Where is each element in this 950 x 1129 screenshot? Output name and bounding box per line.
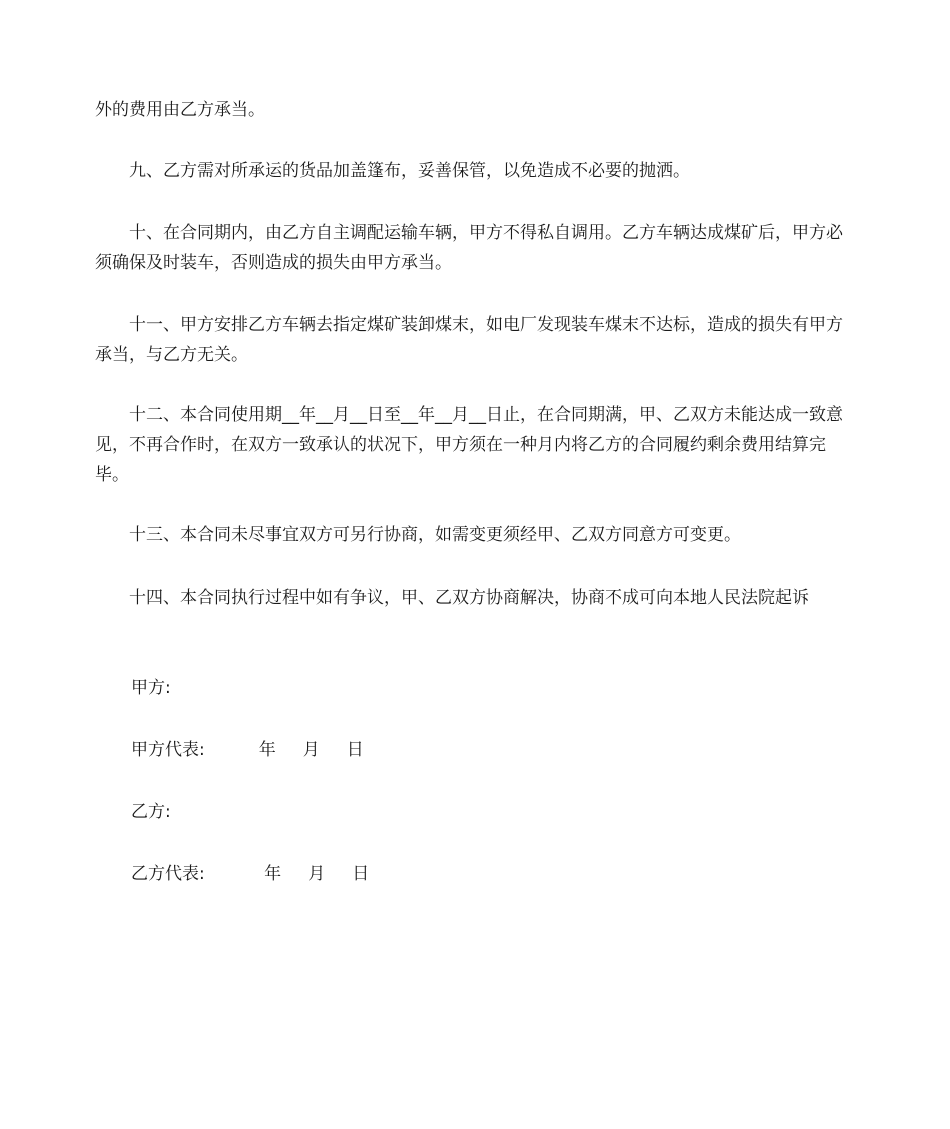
paragraph-13: 十三、本合同未尽事宜双方可另行协商，如需变更须经甲、乙双方同意方可变更。 xyxy=(95,525,741,545)
party-a-representative-line: 甲方代表: 年 月 日 xyxy=(131,740,364,760)
party-b-representative-line: 乙方代表: 年 月 日 xyxy=(131,864,370,884)
paragraph-11: 十一、甲方安排乙方车辆去指定煤矿装卸煤末，如电厂发现装车煤末不达标，造成的损失有甲方承当，与乙方无关。 xyxy=(95,315,843,365)
party-a-label: 甲方: xyxy=(131,678,171,698)
paragraph-8-continuation: 外的费用由乙方承当。 xyxy=(95,100,265,120)
party-b-label: 乙方: xyxy=(131,802,171,822)
paragraph-12: 十二、本合同使用期__年__月__日至__年__月__日止，在合同期满，甲、乙双方未能达成一致意见，不再合作时，在双方一致承认的状况下，甲方须在一种月内将乙方的合同履约剩余费用结算完毕。 xyxy=(95,405,843,485)
paragraph-10: 十、在合同期内，由乙方自主调配运输车辆，甲方不得私自调用。乙方车辆达成煤矿后，甲方必须确保及时装车，否则造成的损失由甲方承当。 xyxy=(95,223,843,273)
paragraph-14: 十四、本合同执行过程中如有争议，甲、乙双方协商解决，协商不成可向本地人民法院起诉 xyxy=(95,588,809,608)
paragraph-9: 九、乙方需对所承运的货品加盖篷布，妥善保管，以免造成不必要的抛洒。 xyxy=(95,161,690,181)
